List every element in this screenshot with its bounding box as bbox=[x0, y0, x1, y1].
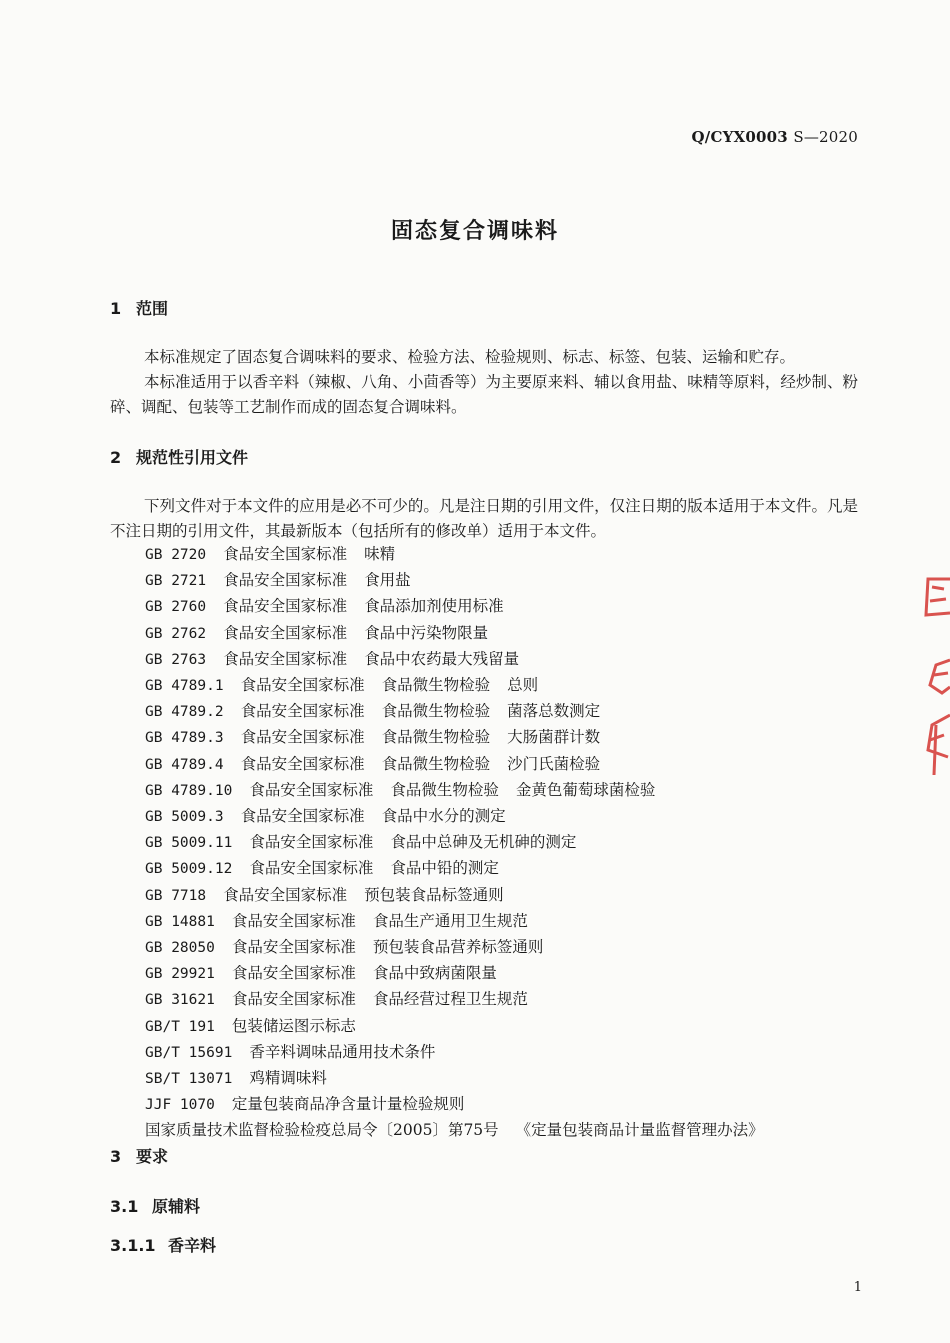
reference-title-part: 食品安全国家标准 bbox=[249, 780, 374, 799]
reference-item bbox=[145, 1014, 781, 1040]
reference-title-part: 香辛料调味品通用技术条件 bbox=[249, 1042, 436, 1061]
reference-code: GB 28050 bbox=[145, 940, 215, 957]
reference-title-part: 食品安全国家标准 bbox=[223, 649, 348, 668]
reference-title-part: 食品中污染物限量 bbox=[364, 623, 489, 642]
reference-title-part: 食品中农药最大残留量 bbox=[364, 649, 520, 668]
reference-title-part: 大肠菌群计数 bbox=[507, 728, 601, 747]
reference-item bbox=[145, 621, 781, 647]
reference-item bbox=[145, 699, 781, 725]
reference-title-part: 食品安全国家标准 bbox=[223, 623, 348, 642]
reference-code: GB 4789.2 bbox=[145, 704, 224, 721]
reference-title-part: 食品添加剂使用标准 bbox=[364, 597, 504, 616]
reference-code: GB 2760 bbox=[145, 599, 207, 616]
reference-title-part: 味精 bbox=[364, 545, 396, 563]
reference-list bbox=[145, 542, 781, 1144]
reference-code: GB/T 191 bbox=[145, 1018, 215, 1035]
reference-title-part: 食品安全国家标准 bbox=[240, 754, 365, 773]
section-3-heading: 3 要求 bbox=[110, 1147, 169, 1166]
reference-title-part: 食品微生物检验 bbox=[390, 780, 499, 799]
reference-code: GB 2721 bbox=[145, 573, 207, 590]
reference-item bbox=[145, 673, 781, 699]
reference-title-part: 食品安全国家标准 bbox=[240, 807, 365, 826]
reference-title-part: 食品微生物检验 bbox=[381, 754, 491, 773]
reference-item bbox=[145, 987, 781, 1013]
reference-title-part: 预包装食品标签通则 bbox=[364, 885, 504, 904]
reference-item bbox=[145, 725, 781, 751]
scope-paragraph-2: 本标准适用于以香辛料（辣椒、八角、小茴香等）为主要原来料、辅以食用盐、味精等原料，经炒制、粉碎、调配、包装等工艺制作而成的固态复合调味料。 bbox=[110, 373, 858, 416]
reference-code: GB 5009.11 bbox=[145, 835, 233, 852]
reference-item bbox=[145, 778, 781, 804]
reference-item bbox=[145, 856, 781, 882]
reference-item bbox=[145, 1118, 781, 1143]
reference-item bbox=[145, 935, 781, 961]
standard-code: Q/CYX0003 S—2020 bbox=[691, 128, 858, 146]
reference-code: GB 2720 bbox=[145, 547, 207, 563]
reference-title-part: 食品安全国家标准 bbox=[231, 938, 356, 957]
reference-title-part: 食品安全国家标准 bbox=[223, 885, 348, 904]
reference-title-part: 总则 bbox=[507, 676, 539, 695]
reference-code: GB 29921 bbox=[145, 966, 215, 983]
reference-code: GB 4789.1 bbox=[145, 678, 224, 695]
reference-item bbox=[145, 883, 781, 909]
reference-title-part: 食品中总砷及无机砷的测定 bbox=[390, 833, 577, 852]
reference-title-part: 食用盐 bbox=[364, 571, 411, 590]
reference-title-part: 食品微生物检验 bbox=[381, 702, 491, 721]
reference-item bbox=[145, 1066, 781, 1092]
reference-title-part: 《定量包装商品计量监督管理办法》 bbox=[515, 1121, 764, 1140]
reference-title-part: 金黄色葡萄球菌检验 bbox=[515, 780, 656, 799]
section-3-1-1-heading: 3.1.1 香辛料 bbox=[110, 1236, 217, 1255]
reference-code: GB 31621 bbox=[145, 992, 215, 1009]
reference-title-part: 国家质量技术监督检验检疫总局令〔2005〕第75号 bbox=[145, 1121, 499, 1140]
reference-title-part: 食品安全国家标准 bbox=[249, 859, 374, 878]
reference-title-part: 鸡精调味料 bbox=[249, 1069, 327, 1088]
reference-code: GB 2763 bbox=[145, 651, 207, 668]
reference-title-part: 食品微生物检验 bbox=[381, 728, 491, 747]
reference-title-part: 食品生产通用卫生规范 bbox=[372, 911, 528, 930]
reference-code: GB 5009.3 bbox=[145, 809, 224, 826]
page-number: 1 bbox=[853, 1280, 862, 1295]
reference-title-part: 沙门氏菌检验 bbox=[507, 754, 601, 773]
reference-title-part: 食品安全国家标准 bbox=[240, 728, 365, 747]
reference-title-part: 食品微生物检验 bbox=[381, 676, 491, 695]
reference-item bbox=[145, 1040, 781, 1066]
section-3-1-heading: 3.1 原辅料 bbox=[110, 1197, 201, 1216]
reference-item bbox=[145, 1092, 781, 1118]
reference-title-part: 食品安全国家标准 bbox=[231, 911, 356, 930]
reference-item bbox=[145, 568, 781, 594]
section-1-heading: 1 范围 bbox=[110, 299, 169, 318]
reference-code: GB/T 15691 bbox=[145, 1044, 233, 1061]
reference-item bbox=[145, 804, 781, 830]
red-seal-stamp bbox=[922, 575, 950, 793]
reference-item bbox=[145, 909, 781, 935]
reference-title-part: 预包装食品营养标签通则 bbox=[372, 938, 544, 957]
reference-title-part: 食品经营过程卫生规范 bbox=[372, 990, 528, 1009]
reference-item bbox=[145, 594, 781, 620]
section-2-heading: 2 规范性引用文件 bbox=[110, 448, 249, 467]
reference-title-part: 食品安全国家标准 bbox=[223, 571, 348, 590]
reference-title-part: 菌落总数测定 bbox=[507, 702, 601, 721]
reference-code: SB/T 13071 bbox=[145, 1071, 233, 1088]
reference-code: GB 4789.10 bbox=[145, 782, 233, 799]
reference-title-part: 食品安全国家标准 bbox=[223, 597, 348, 616]
reference-title-part: 食品安全国家标准 bbox=[249, 833, 374, 852]
reference-item bbox=[145, 961, 781, 987]
reference-item bbox=[145, 830, 781, 856]
reference-title-part: 食品中致病菌限量 bbox=[372, 964, 497, 983]
reference-title-part: 定量包装商品净含量计量检验规则 bbox=[231, 1095, 465, 1114]
reference-item bbox=[145, 647, 781, 673]
document-title: 固态复合调味料 bbox=[390, 219, 559, 244]
reference-code: GB 4789.4 bbox=[145, 756, 224, 773]
reference-code: GB 2762 bbox=[145, 625, 207, 642]
reference-code: GB 5009.12 bbox=[145, 861, 233, 878]
reference-title-part: 食品安全国家标准 bbox=[240, 676, 365, 695]
reference-item bbox=[145, 542, 781, 568]
reference-title-part: 食品中铅的测定 bbox=[390, 859, 499, 878]
reference-code: JJF 1070 bbox=[145, 1097, 215, 1114]
reference-item bbox=[145, 752, 781, 778]
reference-title-part: 食品中水分的测定 bbox=[381, 807, 506, 826]
reference-title-part: 食品安全国家标准 bbox=[231, 964, 356, 983]
reference-title-part: 食品安全国家标准 bbox=[240, 702, 365, 721]
reference-code: GB 14881 bbox=[145, 913, 215, 930]
scope-paragraph-1: 本标准规定了固态复合调味料的要求、检验方法、检验规则、标志、标签、包装、运输和贮存。 bbox=[144, 348, 796, 366]
reference-code: GB 4789.3 bbox=[145, 730, 224, 747]
reference-title-part: 食品安全国家标准 bbox=[223, 545, 348, 563]
reference-title-part: 包装储运图示标志 bbox=[231, 1016, 356, 1035]
reference-code: GB 7718 bbox=[145, 887, 207, 904]
reference-title-part: 食品安全国家标准 bbox=[231, 990, 356, 1009]
references-intro: 下列文件对于本文件的应用是必不可少的。凡是注日期的引用文件，仅注日期的版本适用于本文件。凡是不注日期的引用文件，其最新版本（包括所有的修改单）适用于本文件。 bbox=[110, 497, 858, 540]
